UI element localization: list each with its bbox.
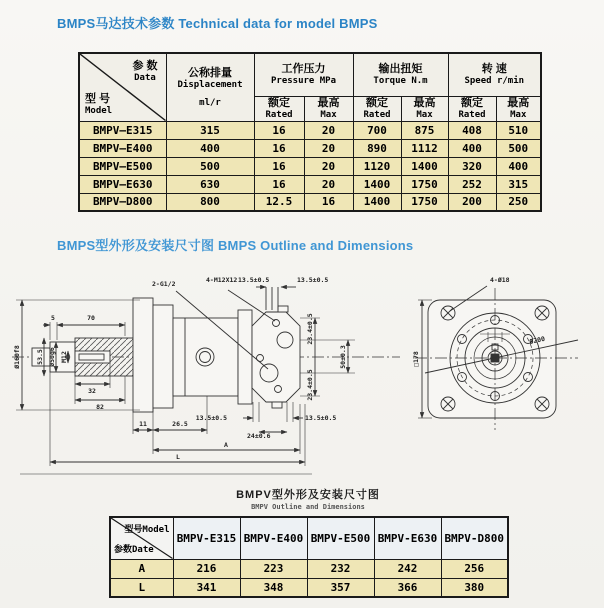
dim-label: 13.5±0.5 [238,276,270,284]
value-cell: 16 [254,175,304,193]
dims-header-model: BMPV-E630 [374,517,441,559]
value-cell: 630 [166,175,254,193]
dimensions-table [109,516,509,598]
dim-label-corner-holes: 4-Ø18 [490,276,510,284]
dim-label-A: A [224,441,228,449]
dim-label: 13.5±0.5 [297,276,329,284]
value-cell: 12.5 [254,193,304,211]
corner-model-cn: 型 号 [85,92,111,105]
table-row [79,157,541,175]
dim-label-bolts: 4-M12X12 [206,276,238,284]
dim-label: 5 [51,314,55,322]
value-cell: 315 [166,121,254,139]
spec-header-displacement: 公称排量 Displacement ml/r [166,53,254,121]
outline-title: BMPS型外形及安装尺寸图 BMPS Outline and Dimensions [57,238,414,253]
value-cell: 500 [166,157,254,175]
table-row [79,193,541,211]
model-cell: BMPV—E400 [79,139,166,157]
table-row [79,175,541,193]
dim-label: 11 [139,420,147,428]
dim-label-L: L [176,453,180,461]
caption-cn: BMPV型外形及安装尺寸图 [236,489,380,501]
value-cell: 256 [441,559,508,578]
value-cell: 341 [173,578,240,597]
dims-header-model: BMPV-E315 [173,517,240,559]
value-cell: 700 [353,121,401,139]
value-cell: 16 [254,121,304,139]
value-cell: 315 [496,175,541,193]
value-cell: 348 [240,578,307,597]
dim-label: 70 [87,314,95,322]
dims-header-model: BMPV-E500 [307,517,374,559]
sub-header-rated: 额定 Rated [353,96,401,121]
dim-label: 32 [88,387,96,395]
sub-header-max: 最高 Max [496,96,541,121]
value-cell: 1400 [401,157,448,175]
dim-label-dia50: Ø50g6 [48,347,56,367]
model-cell: BMPV—E315 [79,121,166,139]
row-label-L: L [110,578,173,597]
dims-corner-cell [110,517,173,559]
spec-table [78,52,542,212]
dim-label-m12: M12 [60,351,68,363]
value-cell: 380 [441,578,508,597]
dim-label: 26.5 [172,420,188,428]
corner-param-cn: 参 数 [132,60,158,72]
caption-en: BMPV Outline and Dimensions [251,503,365,511]
value-cell: 1750 [401,193,448,211]
value-cell: 16 [254,139,304,157]
value-cell: 400 [166,139,254,157]
dim-label-dia200: Ø200 [528,334,546,346]
table-row [110,578,508,597]
dim-label: 13.5±0.5 [305,414,337,422]
model-cell: BMPV—E630 [79,175,166,193]
corner-param-en: Data [134,73,156,83]
value-cell: 200 [448,193,496,211]
value-cell: 250 [496,193,541,211]
value-cell: 1120 [353,157,401,175]
value-cell: 1400 [353,193,401,211]
dim-label: 50±0.3 [339,345,347,369]
outline-drawing [0,262,604,484]
value-cell: 216 [173,559,240,578]
spec-header-pressure: 工作压力 Pressure MPa [254,53,353,96]
row-label-A: A [110,559,173,578]
spec-header-speed: 转 速 Speed r/min [448,53,541,96]
displacement-unit: ml/r [199,97,221,108]
value-cell: 252 [448,175,496,193]
value-cell: 400 [448,139,496,157]
sub-header-rated: 额定 Rated [448,96,496,121]
spec-corner-cell [79,53,166,121]
dim-label: 23.4±0.5 [306,313,314,345]
value-cell: 20 [304,139,353,157]
value-cell: 875 [401,121,448,139]
spec-title: BMPS马达技术参数 Technical data for model BMPS [57,16,378,31]
corner-param-label: 参数Date [114,544,154,555]
value-cell: 510 [496,121,541,139]
value-cell: 1750 [401,175,448,193]
table-row [79,139,541,157]
value-cell: 16 [304,193,353,211]
dim-label: 82 [96,403,104,411]
model-cell: BMPV—E500 [79,157,166,175]
dim-label: 23.4±0.5 [306,369,314,401]
dim-label: 13.5±0.5 [195,414,227,422]
spec-header-torque: 输出扭矩 Torque N.m [353,53,448,96]
value-cell: 500 [496,139,541,157]
value-cell: 800 [166,193,254,211]
sub-header-max: 最高 Max [304,96,353,121]
table-row [79,121,541,139]
sub-header-rated: 额定 Rated [254,96,304,121]
value-cell: 16 [254,157,304,175]
value-cell: 242 [374,559,441,578]
value-cell: 890 [353,139,401,157]
dim-label-square178: □178 [412,351,420,367]
value-cell: 223 [240,559,307,578]
value-cell: 232 [307,559,374,578]
dim-label: 24±0.6 [247,432,271,440]
value-cell: 366 [374,578,441,597]
value-cell: 20 [304,157,353,175]
sub-header-max: 最高 Max [401,96,448,121]
corner-model-label: 型号Model [124,525,170,535]
value-cell: 20 [304,175,353,193]
value-cell: 1400 [353,175,401,193]
dim-label-ports: 2-G1/2 [152,280,176,288]
value-cell: 357 [307,578,374,597]
dim-label: 53.5 [36,349,44,365]
value-cell: 320 [448,157,496,175]
table-row [110,559,508,578]
dim-label-dia160: Ø160f8 [13,345,21,369]
value-cell: 408 [448,121,496,139]
dims-header-model: BMPV-E400 [240,517,307,559]
dim-table-caption [109,486,507,511]
model-cell: BMPV—D800 [79,193,166,211]
dims-header-model: BMPV-D800 [441,517,508,559]
value-cell: 1112 [401,139,448,157]
corner-model-en: Model [85,105,113,116]
value-cell: 20 [304,121,353,139]
value-cell: 400 [496,157,541,175]
